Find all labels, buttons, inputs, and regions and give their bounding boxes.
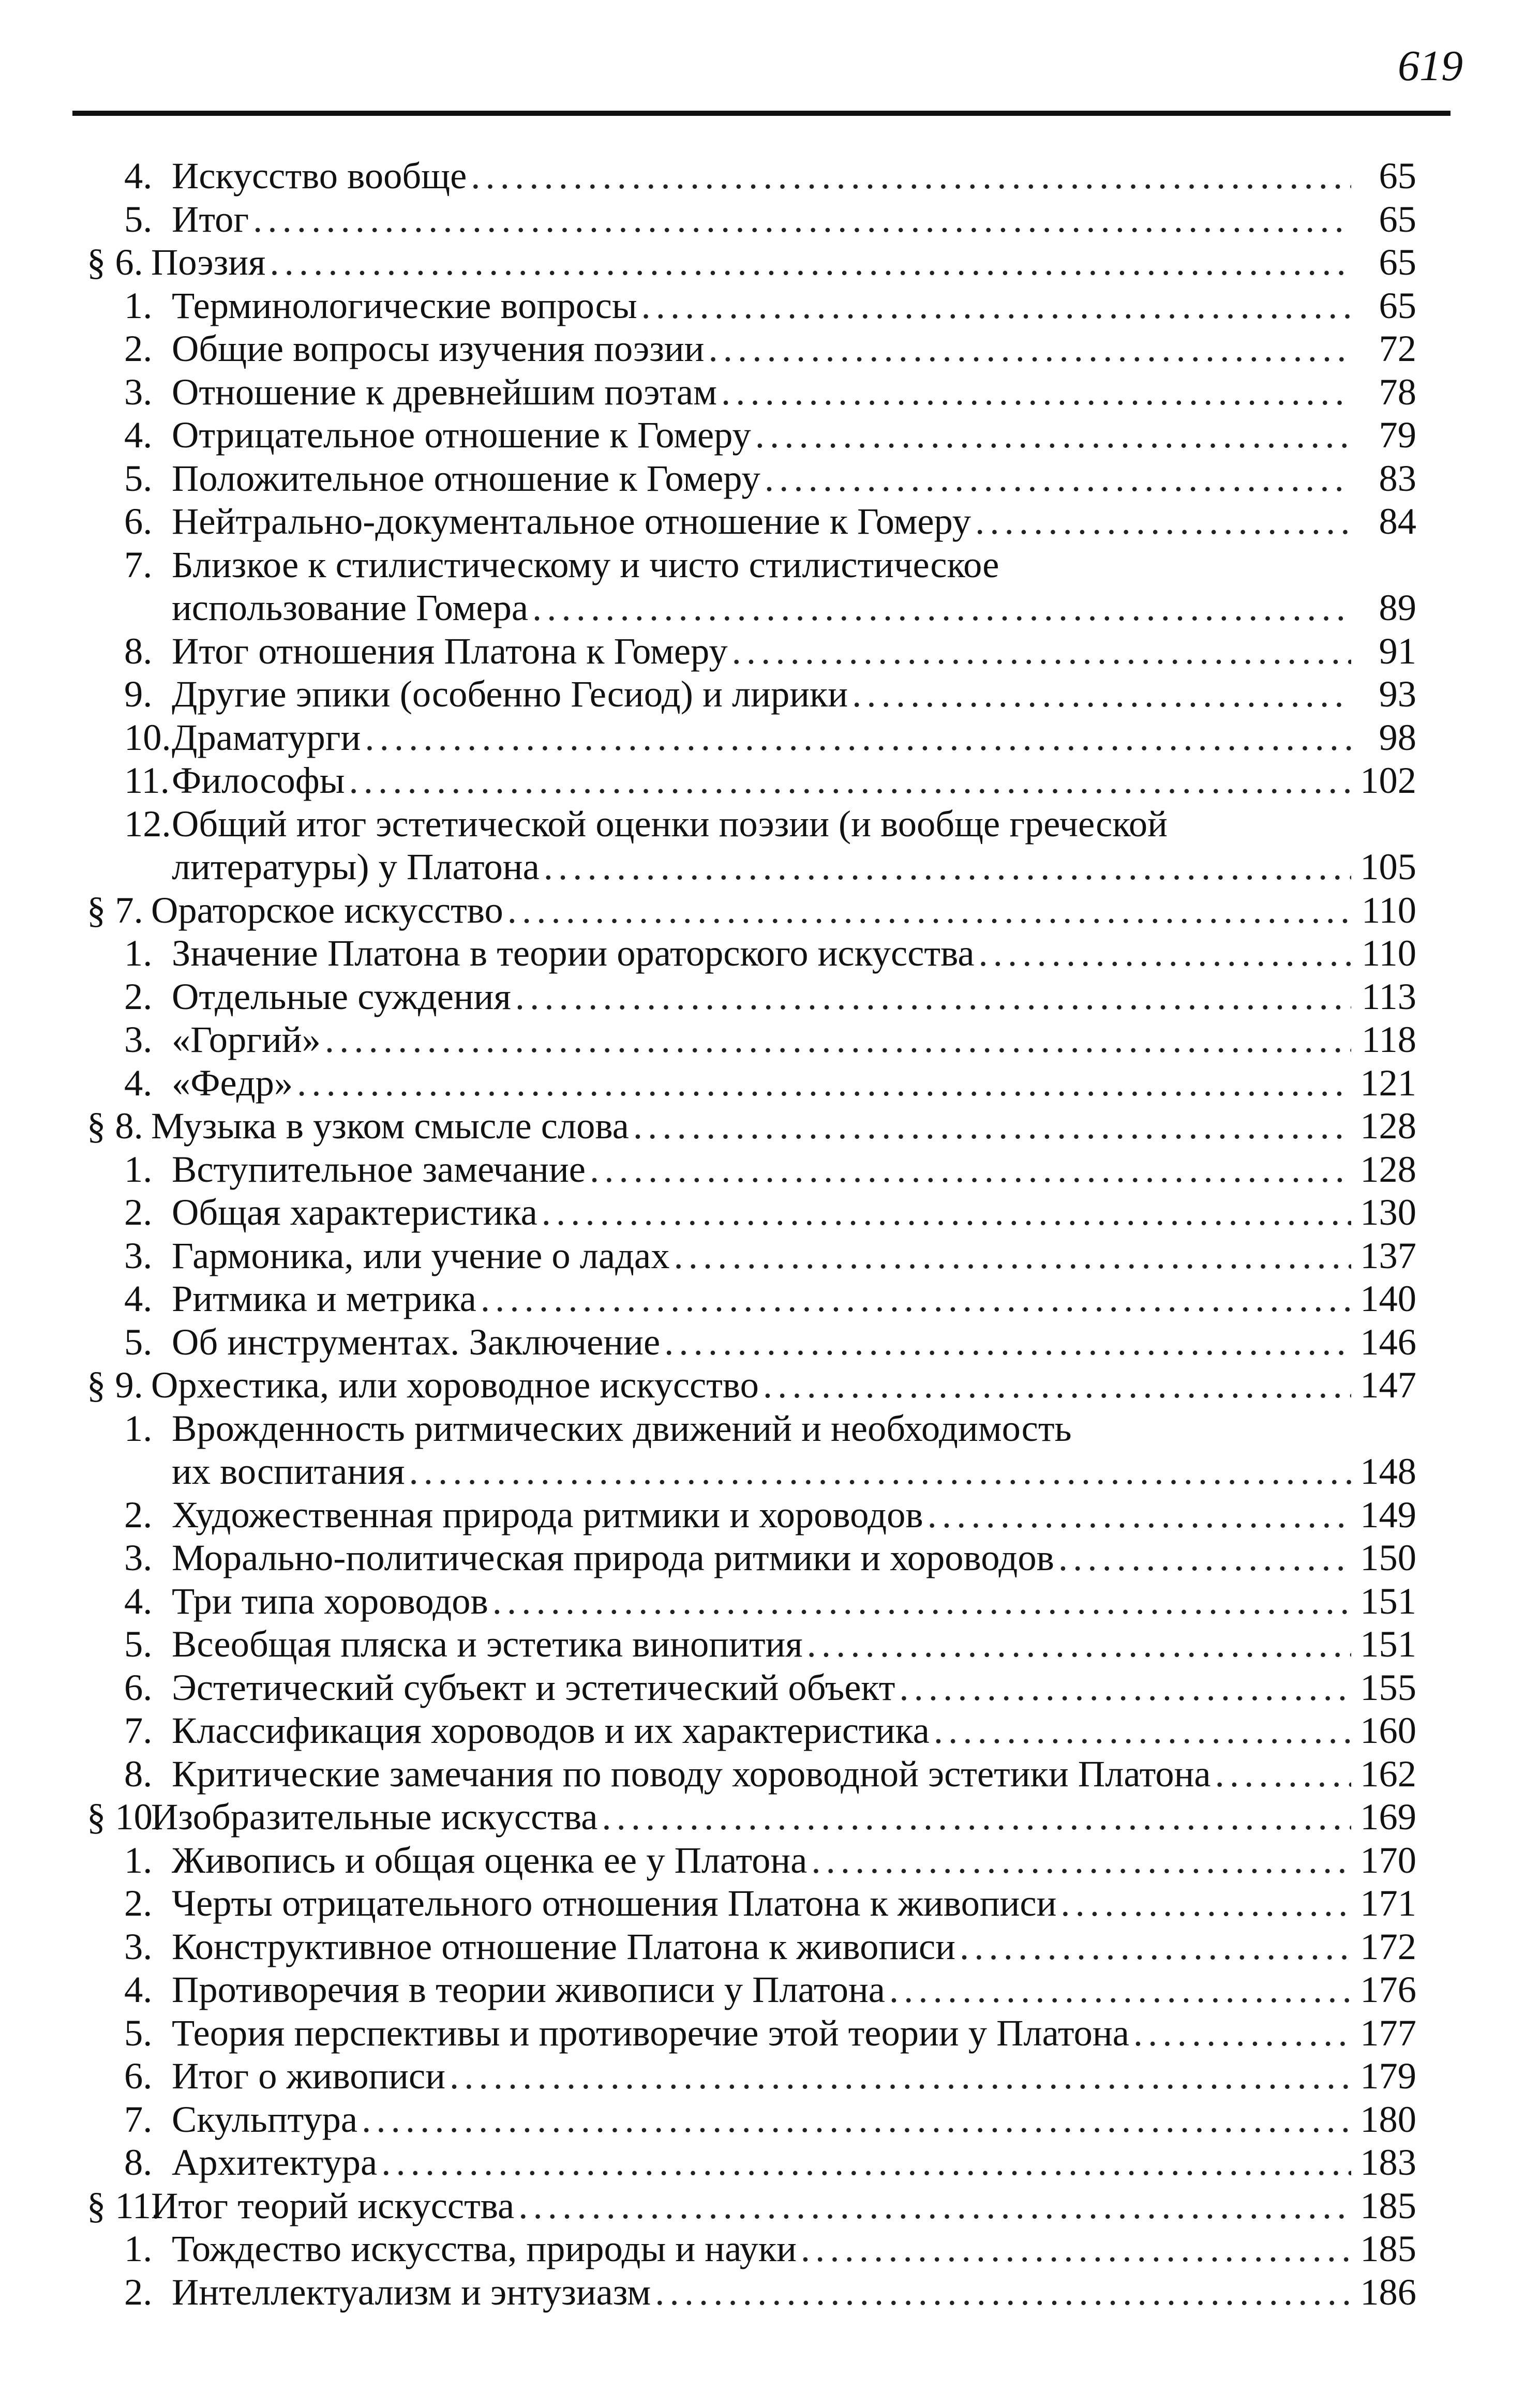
entry-title: Конструктивное отношение Платона к живописи (172, 1925, 955, 1967)
entry-title: Художественная природа ритмики и хороводов (172, 1493, 923, 1536)
toc-entry (87, 2054, 1416, 2098)
entry-number: 4. (124, 1968, 153, 2010)
entry-title: Морально-политическая природа ритмики и хороводов (172, 1537, 1054, 1578)
toc-entry (87, 1191, 1416, 1234)
dot-leader (297, 1061, 1351, 1105)
toc-entry (87, 284, 1416, 327)
toc-entry (87, 1882, 1416, 1925)
entry-page-number: 140 (1360, 1277, 1416, 1319)
entry-page-number: 65 (1379, 284, 1416, 326)
entry-number: 1. (124, 2228, 153, 2269)
dot-leader (732, 629, 1351, 673)
entry-page-number: 148 (1360, 1450, 1416, 1492)
entry-page-number: 185 (1360, 2228, 1416, 2269)
entry-page-number: 171 (1360, 1882, 1416, 1924)
entry-number: 7. (124, 2098, 153, 2140)
entry-page-number: 128 (1360, 1105, 1416, 1147)
entry-page-number: 172 (1360, 1925, 1416, 1967)
dot-leader (450, 2054, 1351, 2098)
toc-section-entry (87, 1363, 1416, 1407)
entry-page-number: 65 (1379, 241, 1416, 283)
entry-page-number: 149 (1360, 1493, 1416, 1536)
toc-section-entry (87, 2184, 1416, 2228)
entry-number: 2. (124, 2270, 153, 2313)
entry-page-number: 105 (1360, 846, 1416, 887)
entry-number: 3. (124, 1925, 153, 1967)
entry-number: 2. (124, 1191, 153, 1233)
entry-number: 4. (124, 1579, 153, 1622)
entry-number: 1. (124, 1839, 153, 1881)
entry-page-number: 110 (1361, 889, 1416, 931)
dot-leader (975, 500, 1351, 543)
entry-title: «Федр» (172, 1061, 293, 1104)
entry-title: Общая характеристика (172, 1191, 537, 1233)
toc-entry (87, 975, 1416, 1018)
entry-page-number: 155 (1360, 1666, 1416, 1708)
entry-title: Живопись и общая оценка ее у Платона (172, 1839, 808, 1881)
toc-entry (87, 672, 1416, 716)
entry-number: 10. (124, 716, 171, 758)
entry-number: 6. (124, 2055, 153, 2097)
dot-leader (934, 1709, 1351, 1752)
entry-page-number: 118 (1361, 1018, 1416, 1060)
toc-entry (87, 500, 1416, 543)
entry-title: Философы (172, 759, 345, 801)
dot-leader (721, 370, 1351, 414)
toc-entry (87, 1493, 1416, 1537)
entry-title: Классификация хороводов и их характеристика (172, 1709, 930, 1751)
dot-leader (253, 198, 1351, 241)
entry-title: Врожденность ритмических движений и необходимость (172, 1407, 1072, 1449)
dot-leader (664, 1320, 1351, 1364)
entry-title: Другие эпики (особенно Гесиод) и лирики (172, 673, 848, 715)
entry-page-number: 65 (1379, 198, 1416, 240)
toc-entry (87, 1622, 1416, 1666)
entry-title: Отношение к древнейшим поэтам (172, 370, 717, 413)
toc-entry (87, 1579, 1416, 1623)
entry-title: Терминологические вопросы (172, 284, 637, 326)
toc-entry (87, 370, 1416, 414)
dot-leader (481, 1277, 1351, 1320)
dot-leader (492, 1579, 1351, 1623)
entry-title: Нейтрально-документальное отношение к Гомеру (172, 500, 971, 542)
dot-leader (542, 1191, 1351, 1234)
entry-title: использование Гомера (172, 586, 529, 628)
entry-number: 5. (124, 2011, 153, 2054)
dot-leader (889, 1968, 1351, 2011)
toc-section-entry (87, 1104, 1416, 1148)
entry-page-number: 79 (1379, 414, 1416, 456)
entry-title: Положительное отношение к Гомеру (172, 457, 760, 499)
entry-page-number: 110 (1361, 932, 1416, 974)
toc-entry (87, 1277, 1416, 1320)
entry-number: § 8. (87, 1105, 143, 1147)
entry-number: 2. (124, 1882, 153, 1924)
dot-leader (852, 672, 1351, 716)
entry-number: 7. (124, 543, 153, 585)
entry-number: 5. (124, 1623, 153, 1665)
toc-entry (87, 198, 1416, 241)
toc-section-entry (87, 240, 1416, 284)
entry-number: 3. (124, 370, 153, 413)
entry-page-number: 170 (1360, 1839, 1416, 1881)
entry-title: Всеобщая пляска и эстетика винопития (172, 1623, 803, 1665)
dot-leader (811, 1839, 1351, 1882)
entry-page-number: 128 (1360, 1148, 1416, 1190)
toc-entry-continuation (87, 1450, 1416, 1493)
entry-page-number: 179 (1360, 2055, 1416, 2097)
entry-number: 6. (124, 1666, 153, 1708)
entry-title: Итог (172, 198, 249, 240)
entry-number: 2. (124, 975, 153, 1017)
entry-title: Теория перспективы и противоречие этой теории у Платона (172, 2011, 1129, 2054)
entry-title: Близкое к стилистическому и чисто стилистическое (172, 543, 999, 585)
entry-page-number: 162 (1360, 1752, 1416, 1795)
entry-page-number: 169 (1360, 1796, 1416, 1838)
toc-entry (87, 1839, 1416, 1882)
dot-leader (641, 284, 1351, 327)
dot-leader (801, 2227, 1351, 2270)
toc-entry (87, 802, 1416, 846)
entry-title: Общий итог эстетической оценки поэзии (и вообще греческой (172, 802, 1168, 845)
entry-page-number: 160 (1360, 1709, 1416, 1751)
entry-number: § 7. (87, 889, 143, 931)
dot-leader (381, 2141, 1351, 2184)
dot-leader (515, 975, 1351, 1018)
entry-number: § 10. (87, 1796, 162, 1838)
toc-entry (87, 1666, 1416, 1709)
entry-number: 3. (124, 1018, 153, 1060)
entry-number: 2. (124, 327, 153, 369)
dot-leader (899, 1666, 1351, 1709)
toc-entry (87, 1968, 1416, 2011)
dot-leader (409, 1450, 1351, 1493)
entry-page-number: 150 (1360, 1537, 1416, 1578)
toc-entry (87, 931, 1416, 975)
entry-number: 7. (124, 1709, 153, 1751)
entry-number: 9. (124, 673, 153, 715)
entry-page-number: 72 (1379, 327, 1416, 369)
toc-section-entry (87, 889, 1416, 932)
entry-title: Противоречия в теории живописи у Платона (172, 1968, 885, 2010)
dot-leader (325, 1018, 1351, 1061)
toc-entry (87, 2011, 1416, 2055)
entry-number: 8. (124, 2141, 153, 2183)
entry-page-number: 146 (1360, 1320, 1416, 1363)
entry-title: Искусство вообще (172, 155, 467, 197)
dot-leader (979, 931, 1351, 975)
toc-entry (87, 543, 1416, 586)
dot-leader (1060, 1882, 1351, 1925)
entry-page-number: 177 (1360, 2011, 1416, 2054)
toc-entry (87, 2098, 1416, 2141)
entry-number: § 9. (87, 1364, 143, 1406)
entry-page-number: 121 (1360, 1061, 1416, 1104)
entry-title: Вступительное замечание (172, 1148, 586, 1190)
entry-number: 5. (124, 198, 153, 240)
dot-leader (765, 457, 1351, 500)
entry-title: литературы) у Платона (172, 846, 540, 887)
entry-page-number: 98 (1379, 716, 1416, 758)
toc-entry (87, 759, 1416, 802)
dot-leader (674, 1234, 1351, 1277)
entry-number: § 6. (87, 241, 143, 283)
entry-page-number: 93 (1379, 673, 1416, 715)
entry-page-number: 151 (1360, 1623, 1416, 1665)
table-of-contents (87, 154, 1416, 2313)
entry-page-number: 186 (1360, 2270, 1416, 2313)
toc-entry (87, 716, 1416, 759)
entry-number: 1. (124, 284, 153, 326)
entry-title: Черты отрицательного отношения Платона к живописи (172, 1882, 1057, 1924)
entry-page-number: 78 (1379, 370, 1416, 413)
entry-title: Драматурги (172, 716, 361, 758)
toc-entry-continuation (87, 845, 1416, 889)
dot-leader (1215, 1752, 1351, 1796)
entry-page-number: 130 (1360, 1191, 1416, 1233)
entry-page-number: 113 (1361, 975, 1416, 1017)
dot-leader (633, 1104, 1351, 1148)
entry-page-number: 185 (1360, 2184, 1416, 2226)
entry-number: 5. (124, 1320, 153, 1363)
entry-page-number: 176 (1360, 1968, 1416, 2010)
entry-title: Три типа хороводов (172, 1579, 488, 1622)
dot-leader (590, 1148, 1351, 1191)
toc-entry (87, 413, 1416, 457)
dot-leader (1058, 1536, 1351, 1579)
entry-page-number: 147 (1360, 1364, 1416, 1406)
entry-number: 4. (124, 1061, 153, 1104)
entry-page-number: 65 (1379, 155, 1416, 197)
entry-number: 4. (124, 155, 153, 197)
dot-leader (755, 413, 1351, 457)
entry-page-number: 183 (1360, 2141, 1416, 2183)
toc-section-entry (87, 1795, 1416, 1839)
entry-page-number: 91 (1379, 629, 1416, 672)
dot-leader (270, 240, 1351, 284)
entry-title: Отдельные суждения (172, 975, 511, 1017)
entry-title: Архитектура (172, 2141, 378, 2183)
entry-page-number: 102 (1360, 759, 1416, 801)
entry-title: Интеллектуализм и энтузиазм (172, 2270, 651, 2313)
dot-leader (362, 2098, 1351, 2141)
dot-leader (928, 1493, 1351, 1537)
entry-number: 8. (124, 629, 153, 672)
entry-number: 6. (124, 500, 153, 542)
entry-title: Итог теорий искусства (151, 2184, 515, 2226)
entry-number: 3. (124, 1537, 153, 1578)
entry-page-number: 83 (1379, 457, 1416, 499)
toc-entry (87, 2270, 1416, 2314)
entry-title: Музыка в узком смысле слова (151, 1105, 629, 1147)
entry-title: Орхестика, или хороводное искусство (151, 1364, 759, 1406)
entry-title: Гармоника, или учение о ладах (172, 1234, 670, 1276)
entry-page-number: 137 (1360, 1234, 1416, 1276)
toc-entry (87, 1061, 1416, 1105)
entry-title: Скульптура (172, 2098, 358, 2140)
entry-title: Поэзия (151, 241, 266, 283)
entry-page-number: 180 (1360, 2098, 1416, 2140)
toc-entry (87, 1320, 1416, 1364)
entry-number: 1. (124, 932, 153, 974)
toc-entry (87, 1925, 1416, 1968)
entry-number: 1. (124, 1407, 153, 1449)
entry-title: Тождество искусства, природы и науки (172, 2228, 797, 2269)
entry-title: «Горгий» (172, 1018, 321, 1060)
dot-leader (471, 154, 1351, 198)
toc-entry (87, 154, 1416, 198)
toc-entry (87, 1752, 1416, 1796)
entry-number: 12. (124, 802, 171, 845)
dot-leader (507, 889, 1351, 932)
toc-entry (87, 1148, 1416, 1191)
page-number: 619 (1398, 42, 1463, 90)
dot-leader (602, 1795, 1351, 1839)
toc-entry (87, 1234, 1416, 1277)
header-rule (72, 111, 1451, 116)
entry-number: 8. (124, 1752, 153, 1795)
entry-title: Итог о живописи (172, 2055, 446, 2097)
toc-entry (87, 1709, 1416, 1752)
dot-leader (960, 1925, 1351, 1968)
entry-title: Изобразительные искусства (151, 1796, 598, 1838)
entry-page-number: 89 (1379, 586, 1416, 628)
entry-title: Ритмика и метрика (172, 1277, 476, 1319)
dot-leader (763, 1363, 1351, 1407)
entry-number: 5. (124, 457, 153, 499)
toc-entry (87, 327, 1416, 370)
toc-entry (87, 1536, 1416, 1579)
entry-number: 3. (124, 1234, 153, 1276)
entry-title: Об инструментах. Заключение (172, 1320, 661, 1363)
dot-leader (518, 2184, 1351, 2228)
dot-leader (349, 759, 1351, 802)
entry-title: Ораторское искусство (151, 889, 503, 931)
entry-title: Критические замечания по поводу хороводной эстетики Платона (172, 1752, 1211, 1795)
entry-number: § 11. (87, 2184, 161, 2226)
dot-leader (544, 845, 1351, 889)
toc-entry (87, 457, 1416, 500)
entry-page-number: 151 (1360, 1579, 1416, 1622)
dot-leader (532, 586, 1351, 629)
toc-entry (87, 629, 1416, 673)
entry-title: Отрицательное отношение к Гомеру (172, 414, 751, 456)
entry-number: 1. (124, 1148, 153, 1190)
toc-entry (87, 1018, 1416, 1061)
entry-page-number: 84 (1379, 500, 1416, 542)
entry-number: 4. (124, 414, 153, 456)
toc-entry (87, 1407, 1416, 1450)
entry-number: 11. (124, 759, 170, 801)
dot-leader (365, 716, 1351, 759)
entry-number: 2. (124, 1493, 153, 1536)
dot-leader (708, 327, 1351, 370)
dot-leader (655, 2270, 1351, 2314)
toc-entry (87, 2141, 1416, 2184)
entry-title: Эстетический субъект и эстетический объект (172, 1666, 895, 1708)
dot-leader (1133, 2011, 1351, 2055)
entry-title: Значение Платона в теории ораторского искусства (172, 932, 975, 974)
entry-title: Общие вопросы изучения поэзии (172, 327, 705, 369)
entry-title: Итог отношения Платона к Гомеру (172, 629, 728, 672)
dot-leader (807, 1622, 1351, 1666)
entry-number: 4. (124, 1277, 153, 1319)
entry-title: их воспитания (172, 1450, 405, 1492)
toc-entry-continuation (87, 586, 1416, 629)
toc-entry (87, 2227, 1416, 2270)
